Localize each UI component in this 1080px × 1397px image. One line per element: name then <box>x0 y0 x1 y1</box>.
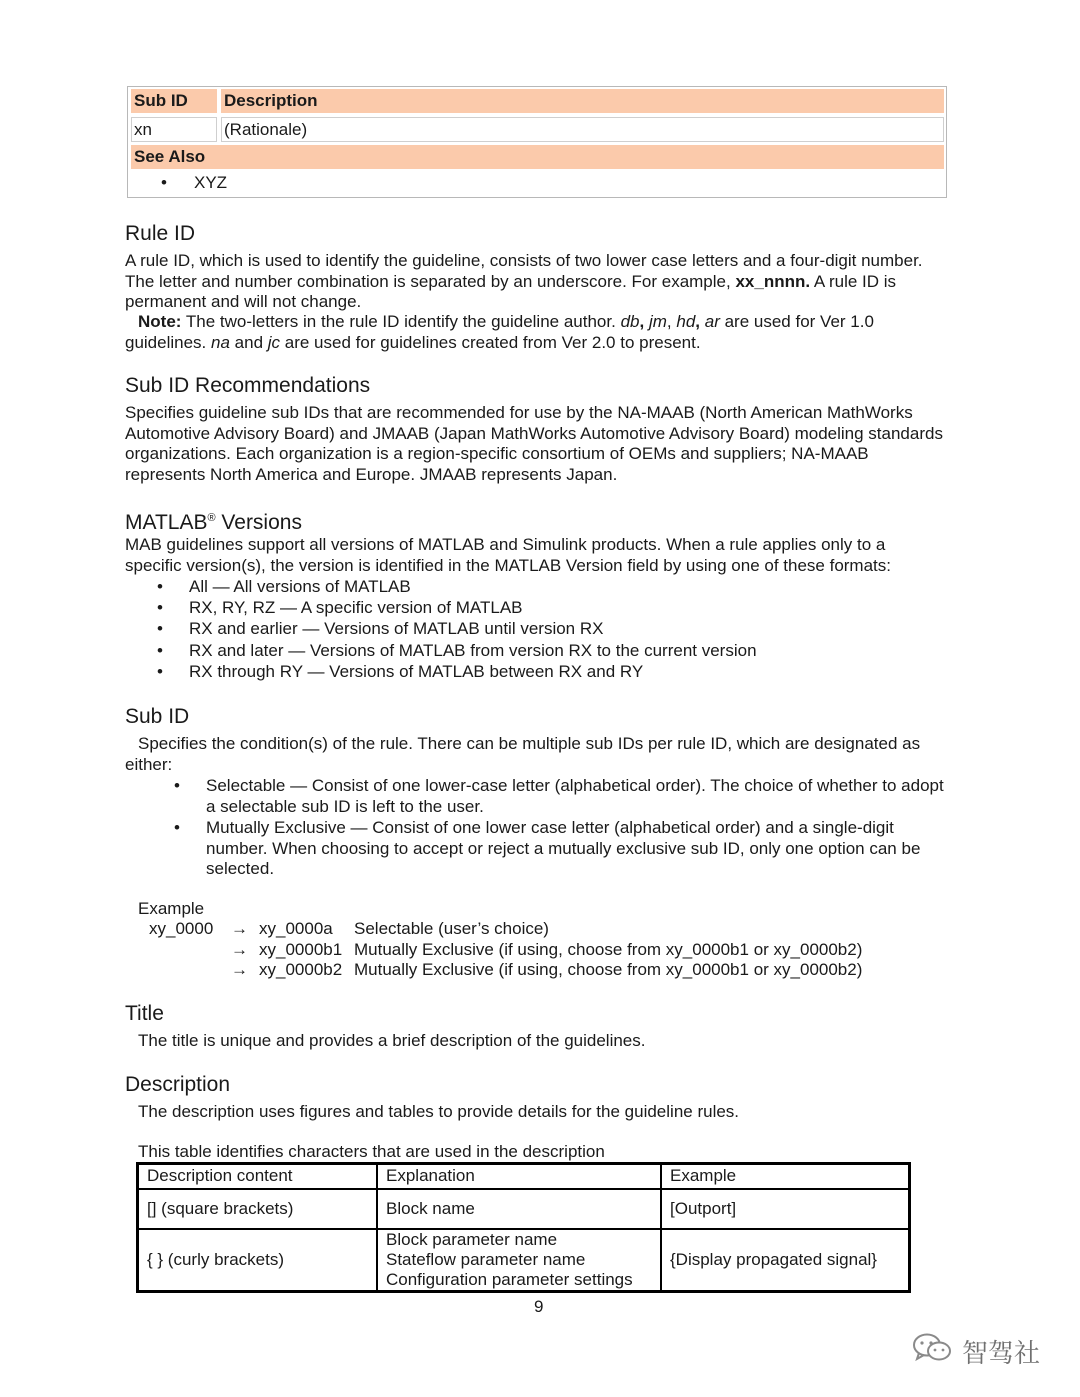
list-item: • All — All versions of MATLAB <box>189 576 889 597</box>
table-header: Example <box>661 1164 910 1189</box>
list-item: • Selectable — Consist of one lower-case letter (alphabetical order). The choice of whether to adopt a selectable sub ID is left to the user. <box>206 776 956 817</box>
list-item: • RX, RY, RZ — A specific version of MATLAB <box>189 597 889 618</box>
table-row <box>138 1229 910 1292</box>
rule-id-note: Note: The two-letters in the rule ID identify the guideline author. db, jm, hd, ar are used for Ver 1.0 guidelines. na and jc are used for guidelines created from Ver 2.0 to present. <box>125 312 874 352</box>
description-value: (Rationale) <box>221 117 944 142</box>
table-cell: Block name <box>377 1189 661 1229</box>
example-label: Example <box>138 899 205 918</box>
sub-id-value: xn <box>131 117 217 142</box>
table-row <box>138 1189 910 1229</box>
example-sub-id-desc: Selectable (user’s choice) <box>354 919 549 938</box>
rule-template-table <box>127 86 947 198</box>
table-header: Explanation <box>377 1164 661 1189</box>
description-text: The description uses figures and tables to provide details for the guideline rules. <box>138 1102 740 1121</box>
description-characters-table <box>136 1162 911 1293</box>
arrow-right-icon: → <box>231 919 248 938</box>
list-item: • RX and later — Versions of MATLAB from version RX to the current version <box>189 640 889 661</box>
watermark-text: 智驾社 <box>962 1339 1041 1369</box>
example-sub-id: xy_0000b2 <box>259 960 343 979</box>
sub-id-heading: Sub ID <box>125 705 190 728</box>
list-item: • Mutually Exclusive — Consist of one lower case letter (alphabetical order) and a single-digit number. When choosing to accept or reject a mutually exclusive sub ID, only one option can be selected. <box>206 818 956 880</box>
sub-id-header: Sub ID <box>131 89 217 113</box>
example-sub-id-desc: Mutually Exclusive (if using, choose from xy_0000b1 or xy_0000b2) <box>354 940 863 959</box>
table-caption: This table identifies characters that are used in the description <box>138 1142 605 1161</box>
sub-id-recommendations-heading: Sub ID Recommendations <box>125 374 371 397</box>
example-base-id: xy_0000 <box>149 919 214 938</box>
see-also-item: XYZ <box>194 173 228 192</box>
table-cell: Block parameter name Stateflow parameter name Configuration parameter settings <box>377 1229 661 1292</box>
rule-id-heading: Rule ID <box>125 222 196 245</box>
list-item: • RX and earlier — Versions of MATLAB until version RX <box>189 618 889 639</box>
sub-id-list <box>206 776 956 880</box>
description-heading: Description <box>125 1073 231 1096</box>
title-text: The title is unique and provides a brief description of the guidelines. <box>138 1031 646 1050</box>
see-also-bullet-icon: • <box>161 173 167 192</box>
sub-id-text: Specifies the condition(s) of the rule. There can be multiple sub IDs per rule ID, which are designated as either: <box>125 734 921 774</box>
matlab-versions-heading: MATLAB® Versions <box>125 511 302 534</box>
sub-id-recommendations-text: Specifies guideline sub IDs that are recommended for use by the NA-MAAB (North American MathWorks Automotive Advisory Board) and JMAAB (Japan MathWorks Automotive Advisory Board) modeling standards organizations. Each organization is a region-specific consortium of OEMs and suppliers; NA-MAAB represents North America and Europe. JMAAB represents Japan. <box>125 403 943 484</box>
matlab-versions-text: MAB guidelines support all versions of MATLAB and Simulink products. When a rule applies only to a specific version(s), the version is identified in the MATLAB Version field by using one of these formats: <box>125 535 891 575</box>
table-cell: [Outport] <box>661 1189 910 1229</box>
example-sub-id-desc: Mutually Exclusive (if using, choose from xy_0000b1 or xy_0000b2) <box>354 960 863 979</box>
see-also-header: See Also <box>131 145 944 169</box>
example-sub-id: xy_0000a <box>259 919 333 938</box>
table-header-row <box>138 1164 910 1189</box>
table-cell: {Display propagated signal} <box>661 1229 910 1292</box>
example-sub-id: xy_0000b1 <box>259 940 343 959</box>
table-cell: [] (square brackets) <box>138 1189 378 1229</box>
title-heading: Title <box>125 1002 164 1025</box>
arrow-right-icon: → <box>231 960 248 979</box>
arrow-right-icon: → <box>231 940 248 959</box>
list-item: • RX through RY — Versions of MATLAB between RX and RY <box>189 661 889 682</box>
wechat-logo-icon <box>912 1331 952 1365</box>
matlab-versions-list <box>189 576 889 682</box>
page-number: 9 <box>534 1297 544 1316</box>
table-cell: { } (curly brackets) <box>138 1229 378 1292</box>
description-header: Description <box>221 89 944 113</box>
table-header: Description content <box>138 1164 378 1189</box>
rule-id-paragraph: A rule ID, which is used to identify the guideline, consists of two lower case letters and a four-digit number. The letter and number combination is separated by an underscore. For example, xx_nnnn. A rule ID is permanent and will not change. <box>125 251 923 311</box>
